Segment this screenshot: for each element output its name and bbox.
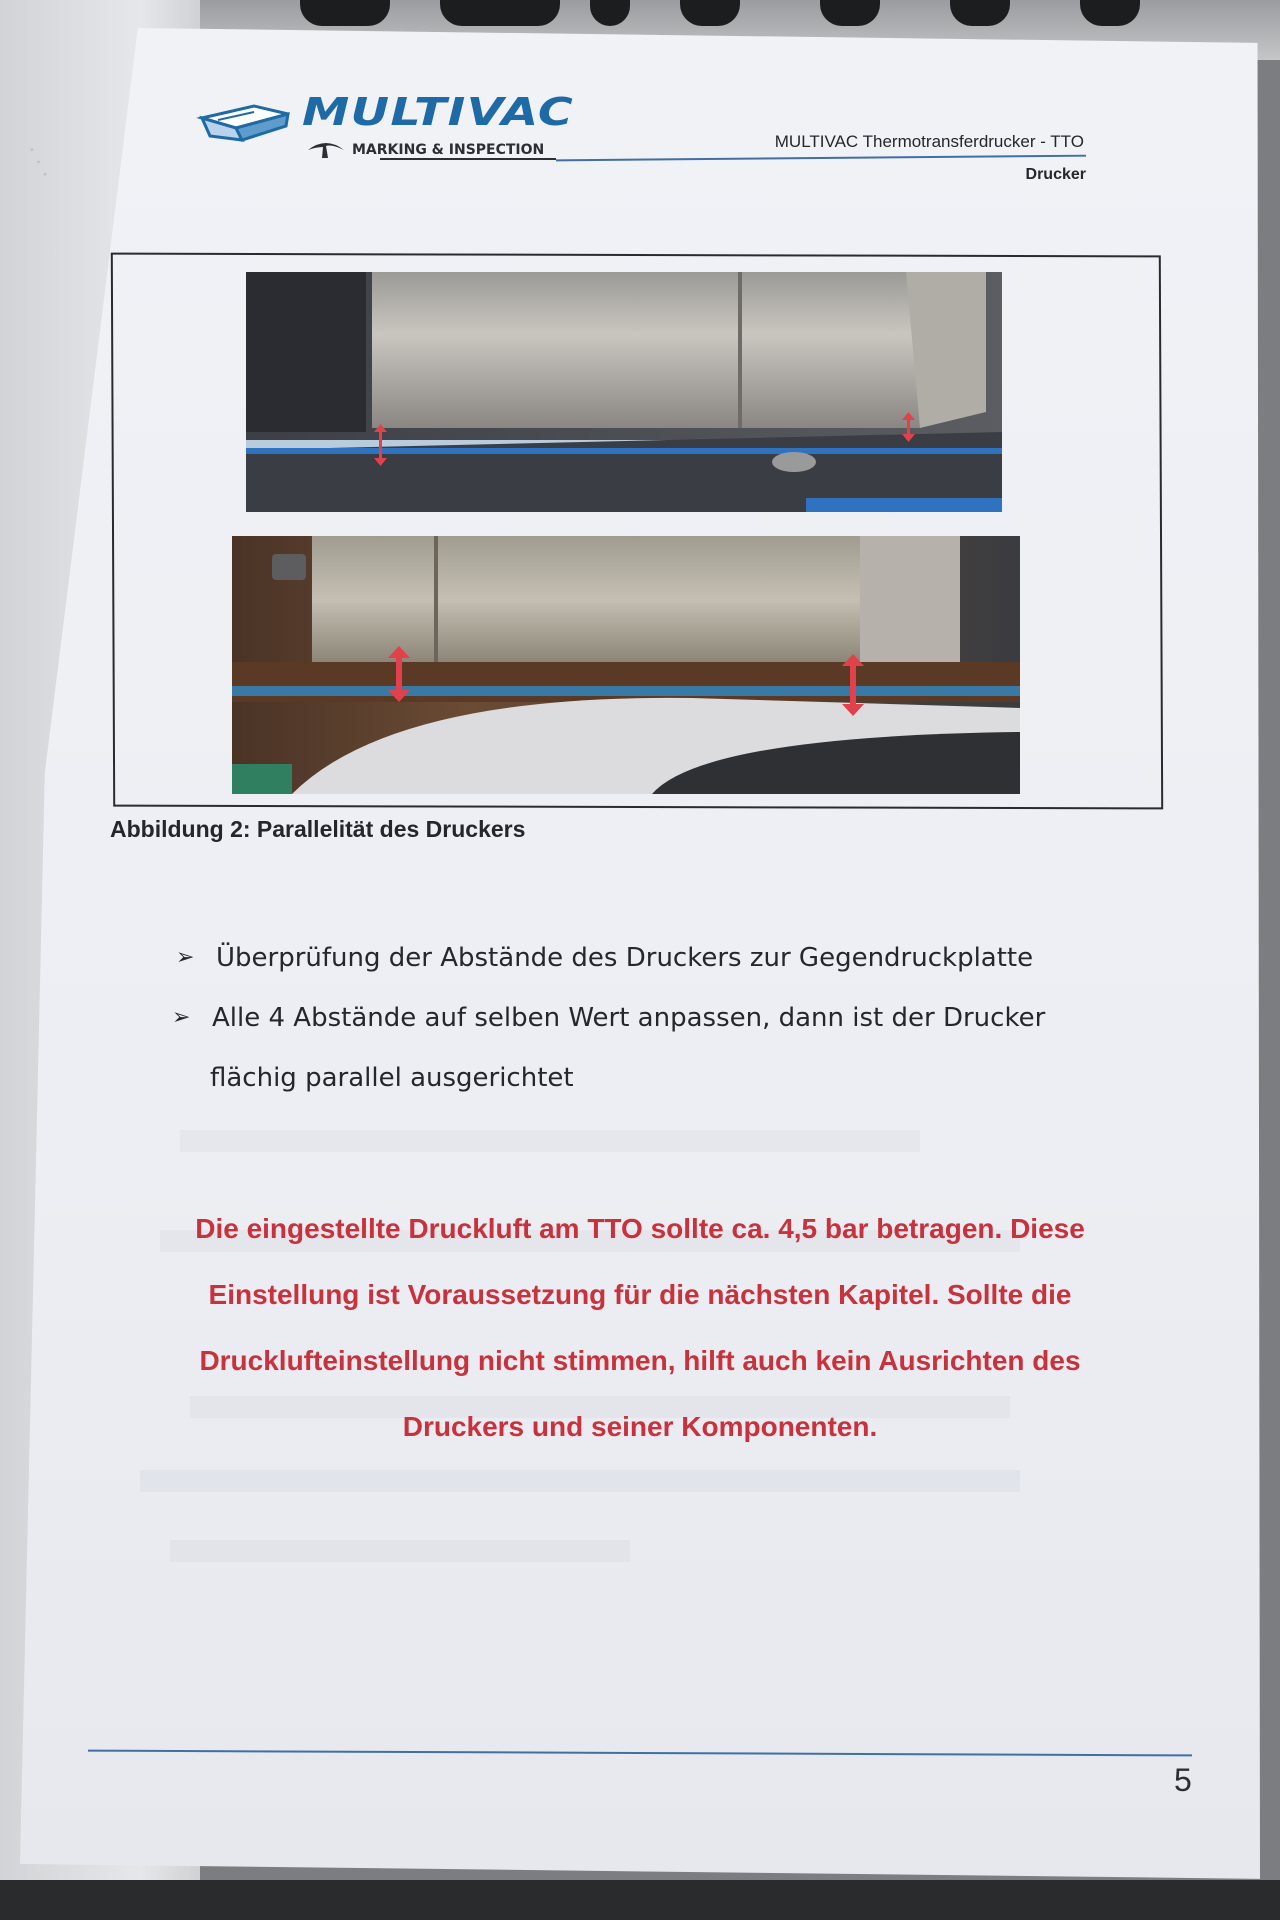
tray-hole	[440, 0, 560, 26]
tray-hole	[680, 0, 740, 26]
page-header-title: MULTIVAC Thermotransferdrucker - TTO	[774, 132, 1084, 151]
arrowhead-bullet-icon: ➢	[176, 945, 195, 970]
list-item	[172, 988, 1096, 1108]
note-line: Die eingestellte Druckluft am TTO sollte ca. 4,5 bar betragen. Diese	[195, 1213, 1085, 1244]
printer-photo-bottom	[232, 536, 1020, 794]
dark-surface	[0, 1880, 1280, 1920]
arrowhead-bullet-icon: ➢	[172, 1005, 191, 1030]
list-item	[176, 928, 1096, 988]
printer-photo-top	[246, 272, 1002, 512]
multivac-logo	[196, 90, 575, 166]
inspection-swoosh-icon	[306, 138, 346, 160]
tray-hole	[950, 0, 1010, 26]
show-through-text	[180, 1130, 920, 1152]
tray-hole	[300, 0, 390, 26]
tray-hole	[590, 0, 630, 26]
multivac-tray-logo-icon	[196, 96, 292, 146]
facing-page-smudge: · · ·	[18, 141, 57, 184]
logo-subtext: MARKING & INSPECTION	[352, 142, 545, 158]
list-item-continuation: flächig parallel ausgerichtet	[210, 1063, 574, 1093]
list-item-text: Alle 4 Abstände auf selben Wert anpassen, dann ist der Drucker	[212, 1003, 1046, 1033]
note-line: Drucklufteinstellung nicht stimmen, hilft auch kein Ausrichten des	[199, 1345, 1081, 1376]
header-rule-left	[380, 158, 556, 160]
list-item-text: Überprüfung der Abstände des Druckers zur Gegendruckplatte	[216, 943, 1034, 973]
note-line: Druckers und seiner Komponenten.	[402, 1411, 878, 1442]
note-line: Einstellung ist Voraussetzung für die nächsten Kapitel. Sollte die	[208, 1279, 1072, 1310]
compressed-air-note	[120, 1196, 1160, 1460]
page-number: 5	[1174, 1762, 1192, 1798]
logo-wordmark: MULTIVAC	[302, 90, 575, 134]
page-header-section: Drucker	[1025, 166, 1086, 183]
show-through-text	[140, 1470, 1020, 1492]
figure-caption: Abbildung 2: Parallelität des Druckers	[110, 816, 526, 842]
tray-hole	[1080, 0, 1140, 26]
tray-hole	[820, 0, 880, 26]
bullet-list	[172, 928, 1096, 1108]
show-through-text	[170, 1540, 630, 1562]
